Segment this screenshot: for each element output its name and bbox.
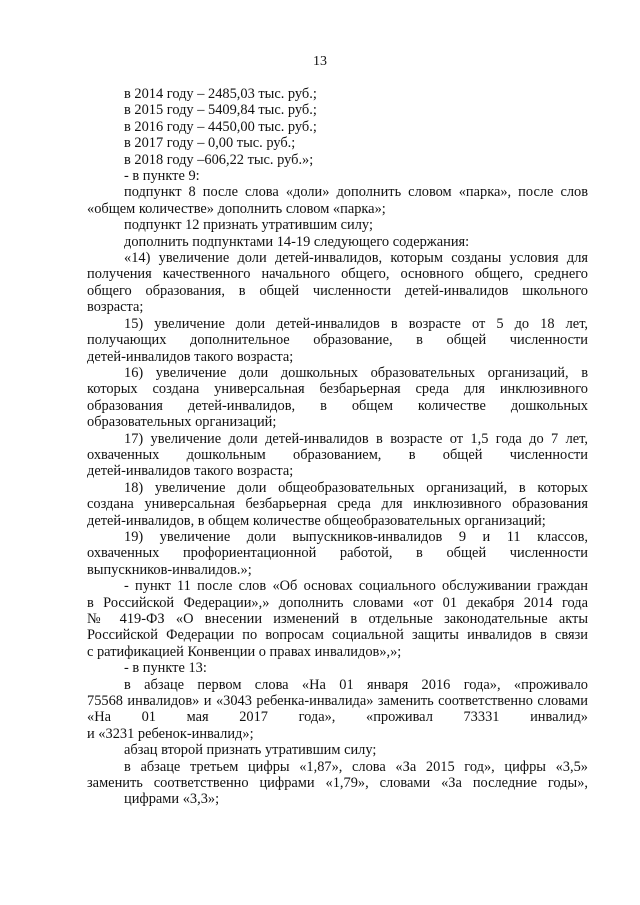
text-line: подпункт 8 после слова «доли» дополнить словом «парка», после слов [124,184,588,201]
text-line: образования детей-инвалидов, в общем количестве дошкольных [87,397,588,414]
text-line: Российской Федерации по вопросам социальной защиты инвалидов в связи [87,627,588,644]
text-line: которых создана универсальная безбарьерная среда для инклюзивного [87,381,588,398]
text-line: детей-инвалидов такого возраста; [87,463,294,480]
text-line: с ратификацией Конвенции о правах инвалидов»,»; [87,643,402,660]
text-line: в 2015 году – 5409,84 тыс. руб.; [124,102,317,119]
text-line: охваченных дошкольным образованием, в общей численности [87,446,588,463]
text-line: в 2014 году – 2485,03 тыс. руб.; [124,86,317,102]
text-line: дополнить подпунктами 14-19 следующего содержания: [124,233,470,250]
text-line: получающих дополнительное образование, в общей численности [87,332,588,349]
text-line: 16) увеличение доли дошкольных образовательных организаций, в [124,364,588,381]
text-line: в абзаце третьем цифры «1,87», слова «За 2015 год», цифры «3,5» [124,758,588,775]
text-line: детей-инвалидов, в общем количестве общеобразовательных организаций; [87,512,546,529]
text-line: - пункт 11 после слов «Об основах социального обслуживании граждан [124,578,588,595]
text-line: в 2017 году – 0,00 тыс. руб.; [124,135,296,152]
text-line: 19) увеличение доли выпускников-инвалидов 9 и 11 классов, [124,528,588,545]
text-line: выпускников-инвалидов.»; [87,561,252,578]
text-line: подпункт 12 признать утратившим силу; [124,217,373,234]
text-line: образовательных организаций; [87,414,277,431]
text-line: детей-инвалидов такого возраста; [87,348,294,365]
text-line: в 2016 году – 4450,00 тыс. руб.; [124,118,317,135]
text-line: в абзаце первом слова «На 01 января 2016 года», «проживало [124,676,588,693]
text-line: общего образования, в общей численности детей-инвалидов школьного [87,282,588,299]
text-line: 75568 инвалидов» и «3043 ребенка-инвалида» заменить соответственно словами [87,693,588,710]
text-line: в Российской Федерации»,» дополнить словами «от 01 декабря 2014 года [87,594,588,611]
text-line: и «3231 ребенок-инвалид»; [87,725,254,742]
text-line: заменить соответственно цифрами «1,79», словами «За последние годы», [87,775,588,792]
text-line: - в пункте 9: [124,168,200,185]
text-line: «На 01 мая 2017 года», «проживал 73331 инвалид» [87,709,588,726]
text-line: создана универсальная безбарьерная среда для инклюзивного образования [87,496,588,513]
text-line: 15) увеличение доли детей-инвалидов в возрасте от 5 до 18 лет, [124,315,588,332]
text-line: получения качественного начального общего, основного общего, среднего [87,266,588,283]
text-line: - в пункте 13: [124,660,207,677]
text-line: цифрами «3,3»; [124,791,220,808]
page-number: 13 [313,54,327,69]
text-line: возраста; [87,299,144,316]
text-line: «общем количестве» дополнить словом «парка»; [87,200,386,217]
document-body [87,86,588,808]
text-line: охваченных профориентационной работой, в общей численности [87,545,588,562]
text-line: 17) увеличение доли детей-инвалидов в возрасте от 1,5 года до 7 лет, [124,430,588,447]
text-line: в 2018 году –606,22 тыс. руб.»; [124,151,314,168]
text-line: абзац второй признать утратившим силу; [124,742,377,759]
text-line: «14) увеличение доли детей-инвалидов, которым созданы условия для [124,250,588,267]
text-line: № 419-ФЗ «О внесении изменений в отдельные законодательные акты [87,611,588,627]
text-line: 18) увеличение доли общеобразовательных организаций, в которых [124,479,588,496]
